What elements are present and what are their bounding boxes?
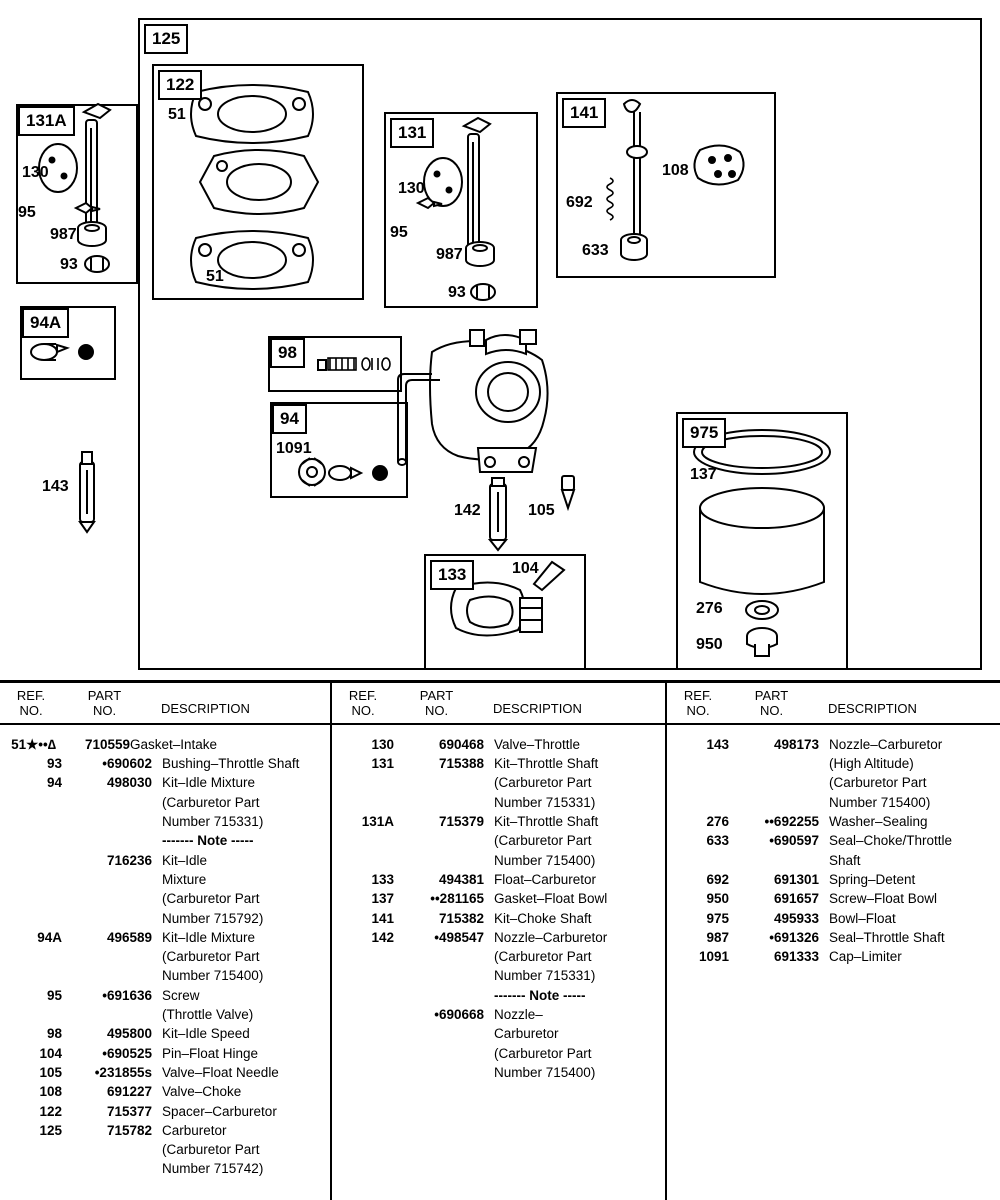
callout-130-131A: 130: [22, 164, 49, 181]
part-number: 716236: [106, 852, 152, 868]
part-description: Number 715400): [829, 794, 931, 810]
part-ref-no: [332, 1044, 396, 1063]
group-label-131A: 131A: [18, 106, 75, 136]
table-row: [0, 928, 330, 947]
part-number: 715382: [438, 910, 484, 926]
part-number: ••281165: [430, 891, 484, 907]
part-ref-no: [667, 851, 731, 870]
part-ref-no: [0, 1005, 64, 1024]
part-ref-no: 105: [39, 1064, 62, 1080]
table-row: [332, 812, 665, 831]
part-ref-no: [332, 831, 396, 850]
part-description: Kit–Idle Mixture: [162, 929, 256, 945]
table-row: [0, 909, 330, 928]
part-description: Kit–Idle Speed: [162, 1026, 250, 1042]
part-description: (Carburetor Part: [829, 775, 927, 791]
part-description: (Carburetor Part: [162, 891, 260, 907]
part-description: Valve–Float Needle: [162, 1064, 279, 1080]
part-number: •231855s: [94, 1064, 152, 1080]
table-row: [0, 793, 330, 812]
part-ref-no: [332, 1005, 396, 1024]
header-part-no-1: NO.: [92, 702, 117, 718]
part-description: Gasket–Intake: [130, 736, 218, 752]
table-row: [332, 1024, 665, 1043]
part-number: •690597: [769, 833, 819, 849]
callout-93-131: 93: [448, 284, 466, 301]
table-row: [332, 754, 665, 773]
part-number: [396, 831, 488, 850]
part-description: Screw–Float Bowl: [829, 891, 938, 907]
table-row: [332, 1005, 665, 1024]
part-number: 496589: [106, 929, 152, 945]
part-description: Nozzle–Carburetor: [829, 736, 943, 752]
callout-95-131: 95: [390, 224, 408, 241]
header-desc-3: DESCRIPTION: [828, 701, 917, 716]
callout-987-131: 987: [436, 246, 463, 263]
part-ref-no: 633: [706, 833, 729, 849]
part-number: [396, 773, 488, 792]
table-row: [0, 754, 330, 773]
table-row: [0, 812, 330, 831]
part-description: Screw: [162, 987, 200, 1003]
part-ref-no: [0, 851, 64, 870]
group-label-98: 98: [270, 338, 305, 368]
part-description: Number 715331): [494, 968, 596, 984]
callout-142: 142: [454, 502, 481, 519]
callout-137: 137: [690, 466, 717, 483]
part-number: 690468: [438, 736, 484, 752]
table-row: [332, 851, 665, 870]
part-number: [396, 851, 488, 870]
part-number: [64, 1159, 156, 1178]
table-row: [0, 986, 330, 1005]
header-ref-1: REF.: [16, 688, 46, 703]
part-description: Float–Carburetor: [494, 871, 597, 887]
group-label-975: 975: [682, 418, 726, 448]
part-description: Seal–Choke/Throttle: [829, 833, 953, 849]
table-row: [332, 870, 665, 889]
parts-column-1: [0, 683, 330, 1200]
table-row: [332, 889, 665, 908]
table-row: [667, 909, 1000, 928]
part-ref-no: 276: [706, 814, 729, 830]
part-ref-no: [0, 889, 64, 908]
table-row: [667, 831, 1000, 850]
table-row: [0, 1005, 330, 1024]
callout-95-131A: 95: [18, 204, 36, 221]
part-number: [731, 773, 823, 792]
part-number: [396, 966, 488, 985]
part-ref-no: 95: [46, 987, 62, 1003]
group-label-131: 131: [390, 118, 434, 148]
table-row: [0, 735, 330, 754]
part-description: Bushing–Throttle Shaft: [162, 756, 300, 772]
part-description: (Carburetor Part: [494, 775, 592, 791]
group-label-122: 122: [158, 70, 202, 100]
table-row: [0, 1140, 330, 1159]
part-ref-no: 137: [371, 891, 394, 907]
header-ref-no-1: NO.: [19, 702, 43, 718]
table-row: [0, 851, 330, 870]
part-number: •690602: [102, 756, 152, 772]
part-description: (High Altitude): [829, 756, 914, 772]
header-part-2: PART: [419, 688, 454, 703]
part-number: 715379: [438, 814, 484, 830]
table-row: [332, 831, 665, 850]
parts-list: [0, 680, 1000, 1200]
part-ref-no: [332, 947, 396, 966]
part-ref-no: [0, 812, 64, 831]
part-number: [731, 793, 823, 812]
part-description: Kit–Idle Mixture: [162, 775, 256, 791]
part-description: ------- Note -----: [494, 987, 586, 1003]
part-ref-no: 94: [46, 775, 62, 791]
header-desc-1: DESCRIPTION: [161, 701, 250, 716]
table-row: [0, 1044, 330, 1063]
callout-692: 692: [566, 194, 593, 211]
table-row: [0, 870, 330, 889]
part-ref-no: [667, 793, 731, 812]
table-row: [667, 773, 1000, 792]
part-ref-no: 125: [39, 1122, 62, 1138]
part-number: 691333: [773, 949, 819, 965]
table-row: [0, 1121, 330, 1140]
part-ref-no: [0, 870, 64, 889]
part-number: [396, 1044, 488, 1063]
part-description: Number 715331): [494, 794, 596, 810]
table-row: [332, 947, 665, 966]
table-row: [667, 889, 1000, 908]
part-ref-no: [0, 1159, 64, 1178]
table-row: [667, 735, 1000, 754]
part-number: 498173: [773, 736, 819, 752]
part-description: (Carburetor Part: [494, 949, 592, 965]
callout-130-131: 130: [398, 180, 425, 197]
group-label-133: 133: [430, 560, 474, 590]
table-row: [332, 793, 665, 812]
table-row: [667, 754, 1000, 773]
part-number: •690668: [434, 1007, 484, 1023]
part-ref-no: [332, 1063, 396, 1082]
part-ref-no: [332, 773, 396, 792]
part-ref-no: 133: [371, 871, 394, 887]
part-ref-no: [332, 793, 396, 812]
part-description: Valve–Throttle: [494, 736, 581, 752]
parts-column-3: [665, 683, 1000, 1200]
part-ref-no: 143: [706, 736, 729, 752]
table-row: [0, 773, 330, 792]
table-row: [332, 966, 665, 985]
callout-105: 105: [528, 502, 555, 519]
part-description: Bowl–Float: [829, 910, 896, 926]
part-number: [396, 1063, 488, 1082]
part-ref-no: 94A: [37, 929, 62, 945]
callout-1091: 1091: [276, 440, 312, 457]
table-row: [0, 947, 330, 966]
part-description: Number 715792): [162, 910, 264, 926]
part-description: ------- Note -----: [162, 833, 254, 849]
table-row: [667, 793, 1000, 812]
table-row: [667, 947, 1000, 966]
part-number: •691326: [769, 929, 819, 945]
part-number: [64, 831, 156, 850]
part-description: Carburetor: [162, 1122, 227, 1138]
part-ref-no: [667, 754, 731, 773]
part-ref-no: [332, 851, 396, 870]
part-description: Kit–Throttle Shaft: [494, 814, 599, 830]
part-description: Kit–Throttle Shaft: [494, 756, 599, 772]
header-desc-2: DESCRIPTION: [493, 701, 582, 716]
part-ref-no: [0, 947, 64, 966]
part-number: [731, 851, 823, 870]
part-number: [64, 812, 156, 831]
header-ref-no-2: NO.: [351, 702, 375, 718]
group-label-141: 141: [562, 98, 606, 128]
part-number: 494381: [438, 871, 484, 887]
part-number: 691301: [773, 871, 819, 887]
group-label-125: 125: [144, 24, 188, 54]
part-ref-no: 987: [706, 929, 729, 945]
part-ref-no: [0, 966, 64, 985]
callout-143: 143: [42, 478, 69, 495]
part-number: [64, 1005, 156, 1024]
table-row: [0, 1024, 330, 1043]
column-header-3: [667, 683, 1000, 725]
part-description: Kit–Choke Shaft: [494, 910, 592, 926]
callout-51-top: 51: [168, 106, 186, 123]
parts-rows-2: [332, 725, 665, 1082]
part-number: 495933: [773, 910, 819, 926]
part-ref-no: [0, 793, 64, 812]
part-number: ••692255: [764, 814, 819, 830]
table-row: [332, 735, 665, 754]
part-number: [64, 1140, 156, 1159]
part-description: Number 715400): [162, 968, 264, 984]
part-number: •691636: [102, 987, 152, 1003]
callout-108: 108: [662, 162, 689, 179]
part-number: 691657: [773, 891, 819, 907]
part-ref-no: 108: [39, 1084, 62, 1100]
part-number: 691227: [106, 1084, 152, 1100]
part-number: [64, 870, 156, 889]
part-description: Pin–Float Hinge: [162, 1045, 259, 1061]
part-description: Kit–Idle: [162, 852, 208, 868]
part-description: (Carburetor Part: [494, 1045, 592, 1061]
part-description: (Carburetor Part: [162, 949, 260, 965]
table-row: [332, 986, 665, 1005]
table-row: [0, 1102, 330, 1121]
part-number: [396, 986, 488, 1005]
part-number: [396, 1024, 488, 1043]
group-label-94A: 94A: [22, 308, 69, 338]
callout-950: 950: [696, 636, 723, 653]
part-number: •498547: [434, 929, 484, 945]
table-row: [0, 1063, 330, 1082]
part-number: 710559: [84, 736, 130, 752]
header-part-1: PART: [87, 688, 122, 703]
part-ref-no: [332, 986, 396, 1005]
part-ref-no: 141: [371, 910, 394, 926]
callout-93-131A: 93: [60, 256, 78, 273]
part-ref-no: 51★••∆: [11, 736, 56, 752]
table-row: [667, 870, 1000, 889]
table-row: [332, 928, 665, 947]
part-ref-no: 692: [706, 871, 729, 887]
part-number: 715388: [438, 756, 484, 772]
part-description: (Carburetor Part: [494, 833, 592, 849]
part-ref-no: 1091: [698, 949, 729, 965]
table-row: [0, 966, 330, 985]
column-header-1: [0, 683, 330, 725]
table-row: [667, 812, 1000, 831]
part-description: Nozzle–: [494, 1007, 543, 1023]
callout-104: 104: [512, 560, 539, 577]
part-number: 498030: [106, 775, 152, 791]
part-description: Washer–Sealing: [829, 814, 928, 830]
part-description: Seal–Throttle Shaft: [829, 929, 945, 945]
part-ref-no: 93: [46, 756, 62, 772]
part-description: Number 715400): [494, 1064, 596, 1080]
header-part-no-2: NO.: [424, 702, 449, 718]
part-description: (Carburetor Part: [162, 794, 260, 810]
part-description: Spring–Detent: [829, 871, 916, 887]
part-number: 715782: [106, 1122, 152, 1138]
part-description: Mixture: [162, 871, 207, 887]
part-description: Carburetor: [494, 1026, 559, 1042]
table-row: [332, 909, 665, 928]
part-ref-no: [667, 773, 731, 792]
parts-rows-1: [0, 725, 330, 1179]
part-ref-no: [0, 909, 64, 928]
table-row: [332, 773, 665, 792]
part-ref-no: 142: [371, 929, 394, 945]
column-header-2: [332, 683, 665, 725]
part-ref-no: [332, 966, 396, 985]
header-ref-2: REF.: [348, 688, 378, 703]
part-description: Valve–Choke: [162, 1084, 242, 1100]
part-number: 495800: [106, 1026, 152, 1042]
part-ref-no: 131A: [361, 814, 394, 830]
header-part-3: PART: [754, 688, 789, 703]
callout-51-bottom: 51: [206, 268, 224, 285]
part-description: (Carburetor Part: [162, 1142, 260, 1158]
header-ref-no-3: NO.: [686, 702, 710, 718]
part-ref-no: [0, 1140, 64, 1159]
parts-rows-3: [667, 725, 1000, 967]
part-number: [64, 966, 156, 985]
part-number: 715377: [106, 1103, 152, 1119]
callout-987-131A: 987: [50, 226, 77, 243]
table-row: [667, 851, 1000, 870]
header-part-no-3: NO.: [759, 702, 784, 718]
part-ref-no: 98: [46, 1026, 62, 1042]
part-description: Nozzle–Carburetor: [494, 929, 608, 945]
table-row: [667, 928, 1000, 947]
part-number: [64, 947, 156, 966]
part-number: [731, 754, 823, 773]
part-number: [64, 793, 156, 812]
parts-column-2: [330, 683, 665, 1200]
part-ref-no: 131: [371, 756, 394, 772]
part-number: [64, 889, 156, 908]
part-description: Cap–Limiter: [829, 949, 902, 965]
group-label-94: 94: [272, 404, 307, 434]
callout-276: 276: [696, 600, 723, 617]
header-ref-3: REF.: [683, 688, 713, 703]
part-description: Shaft: [829, 852, 861, 868]
part-number: [396, 793, 488, 812]
table-row: [0, 1159, 330, 1178]
part-description: Gasket–Float Bowl: [494, 891, 608, 907]
part-number: [64, 909, 156, 928]
part-description: Number 715742): [162, 1161, 264, 1177]
table-row: [0, 889, 330, 908]
part-ref-no: 950: [706, 891, 729, 907]
part-description: (Throttle Valve): [162, 1007, 254, 1023]
part-number: [396, 947, 488, 966]
table-row: [0, 1082, 330, 1101]
table-row: [332, 1044, 665, 1063]
part-description: Number 715400): [494, 852, 596, 868]
part-ref-no: [332, 1024, 396, 1043]
callout-633: 633: [582, 242, 609, 259]
part-ref-no: 130: [371, 736, 394, 752]
part-ref-no: 104: [39, 1045, 62, 1061]
table-row: [0, 831, 330, 850]
part-number: •690525: [102, 1045, 152, 1061]
part-description: Number 715331): [162, 814, 264, 830]
part-ref-no: [0, 831, 64, 850]
part-description: Spacer–Carburetor: [162, 1103, 277, 1119]
table-row: [332, 1063, 665, 1082]
part-ref-no: 975: [706, 910, 729, 926]
part-ref-no: 122: [39, 1103, 62, 1119]
